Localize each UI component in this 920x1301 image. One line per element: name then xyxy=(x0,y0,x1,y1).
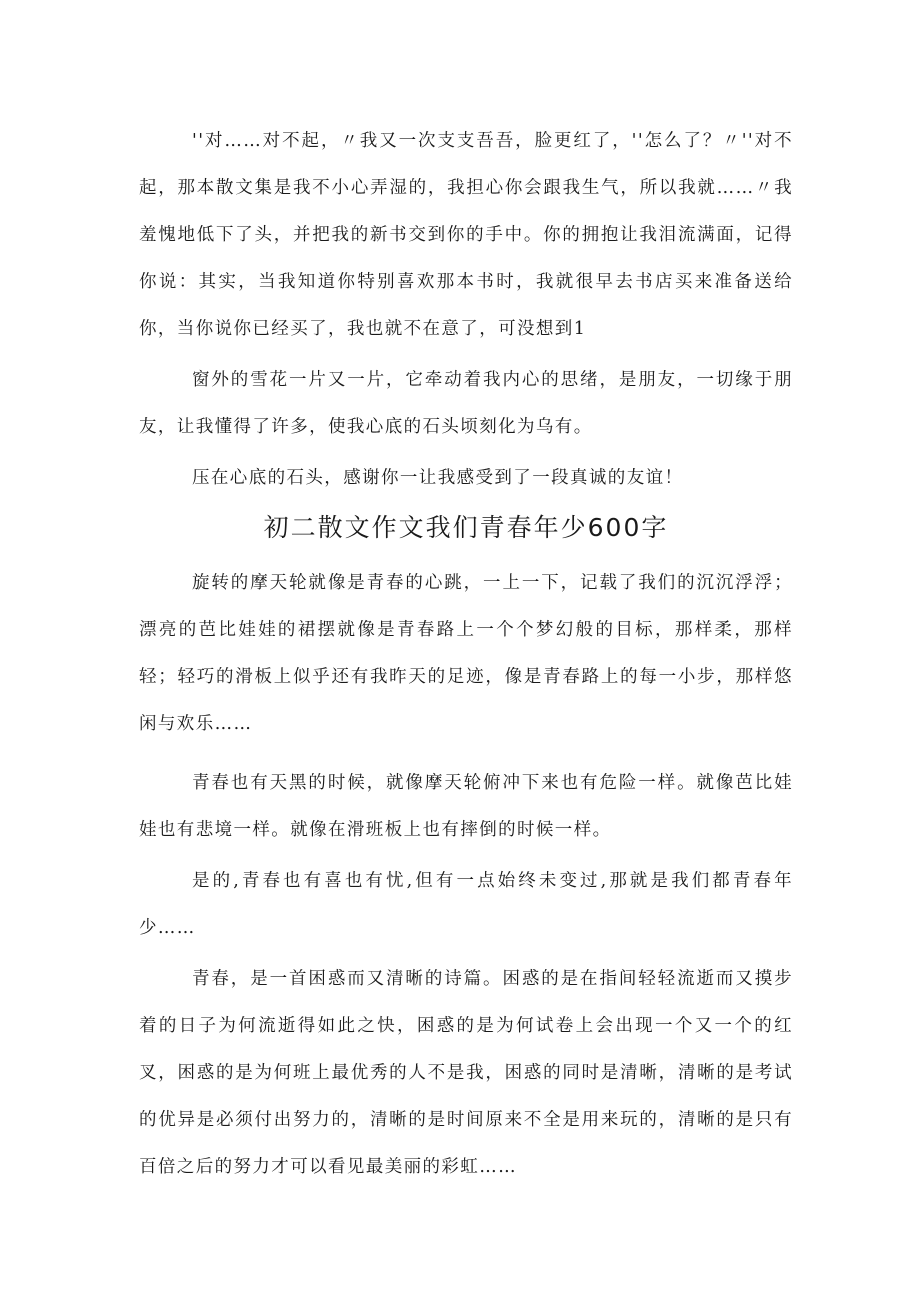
paragraph-apology: ''对……对不起，〃我又一次支支吾吾，脸更红了，''怎么了？〃''对不起，那本散文集是我不小心弄湿的，我担心你会跟我生气，所以我就……〃我羞愧地低下了头，并把我的新书交到你的手中。你的拥抱让我泪流满面，记得你说：其实，当我知道你特别喜欢那本书时，我就很早去书店买来准备送给你，当你说你已经买了，我也就不在意了，可没想到1 xyxy=(139,131,793,339)
paragraph-dark-times: 青春也有天黑的时候，就像摩天轮俯冲下来也有危险一样。就像芭比娃娃也有悲境一样。就像在滑班板上也有摔倒的时候一样。 xyxy=(139,773,793,840)
paragraph-thanks: 压在心底的石头，感谢你一让我感受到了一段真诚的友谊！ xyxy=(192,468,684,488)
paragraph-snow: 窗外的雪花一片又一片，它牵动着我内心的思绪，是朋友，一切缘于朋友，让我懂得了许多，使我心底的石头顷刻化为乌有。 xyxy=(139,370,793,437)
paragraph-confusion-clarity: 青春，是一首困惑而又清晰的诗篇。困惑的是在指间轻轻流逝而又摸步着的日子为何流逝得如此之快，困惑的是为何试卷上会出现一个又一个的红叉，困惑的是为何班上最优秀的人不是我，困惑的同时是清晰，清晰的是考试的优异是必须付出努力的，清晰的是时间原来不全是用来玩的，清晰的是只有百倍之后的努力才可以看见最美丽的彩虹…… xyxy=(139,969,793,1177)
document-body xyxy=(139,118,793,1191)
essay-title: 初二散文作文我们青春年少600字 xyxy=(263,513,669,542)
paragraph-joy-sorrow: 是的,青春也有喜也有忧,但有一点始终未变过,那就是我们都青春年少…… xyxy=(139,871,793,938)
paragraph-ferris-wheel: 旋转的摩天轮就像是青春的心跳，一上一下，记载了我们的沉沉浮浮；漂亮的芭比娃娃的裙摆就像是青春路上一个个梦幻般的目标，那样柔，那样轻；轻巧的滑板上似乎还有我昨天的足迹，像是青春路上的每一小步，那样悠闲与欢乐…… xyxy=(139,573,793,734)
